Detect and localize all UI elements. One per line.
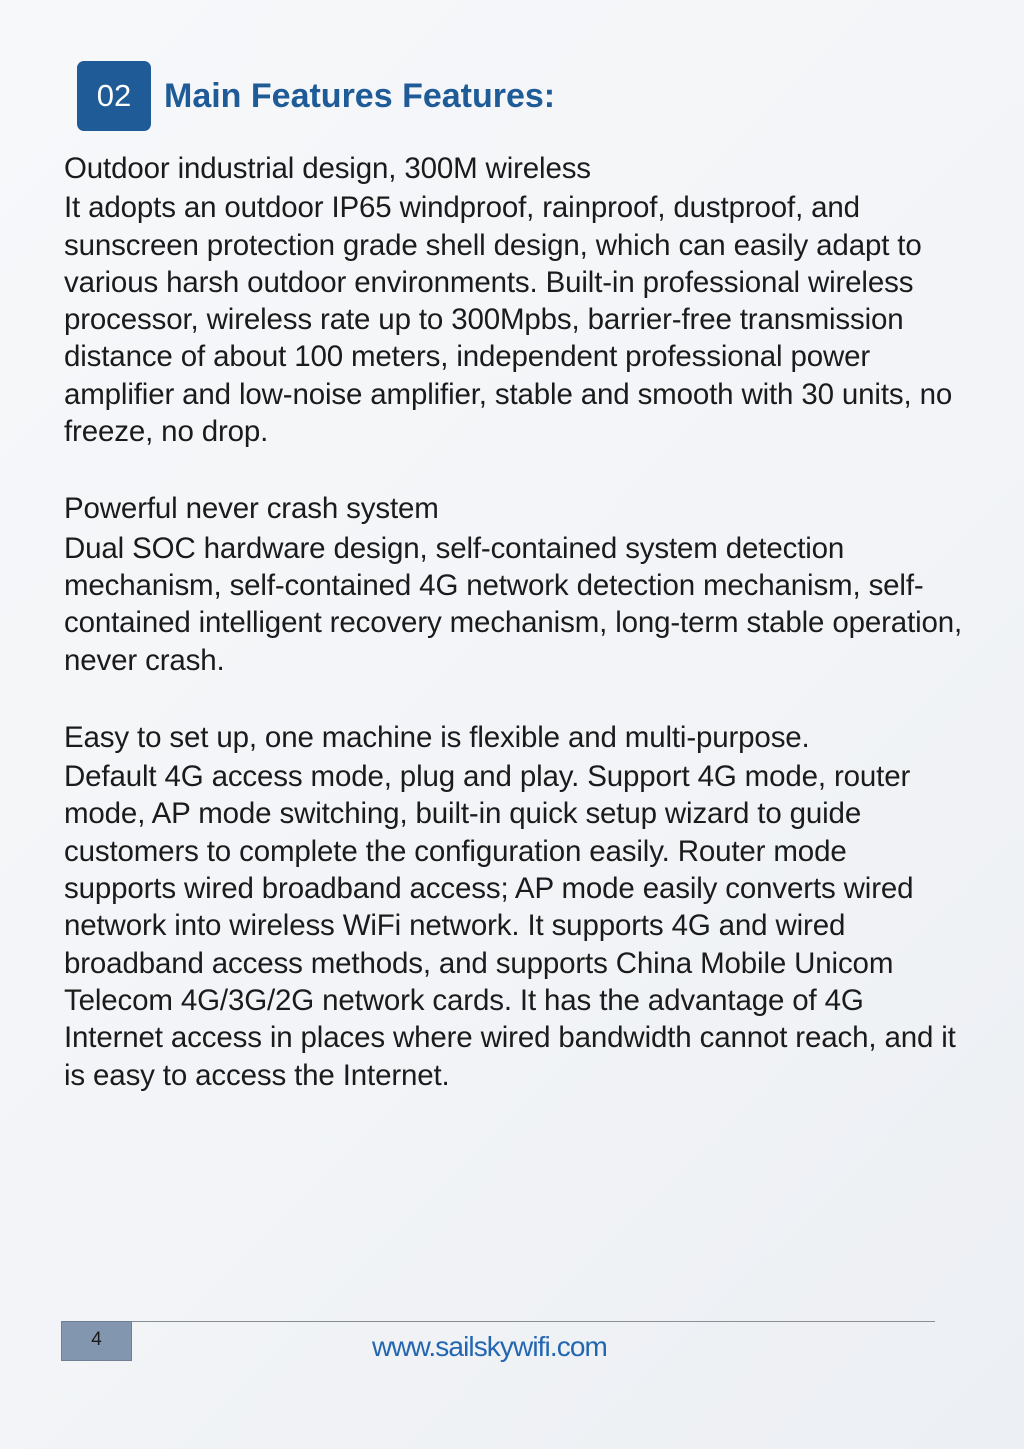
feature-heading: Easy to set up, one machine is flexible and multi-purpose. xyxy=(64,720,810,754)
section-title: Main Features Features: xyxy=(164,76,556,115)
section-number-badge: 02 xyxy=(77,61,151,131)
page-number-badge: 4 xyxy=(61,1321,132,1361)
features-content xyxy=(64,150,964,1134)
feature-heading: Powerful never crash system xyxy=(64,492,439,526)
section-header xyxy=(77,61,555,131)
feature-outdoor-design xyxy=(64,150,964,450)
feature-heading: Outdoor industrial design, 300M wireless xyxy=(64,152,591,185)
footer-divider xyxy=(62,1321,935,1322)
website-link[interactable]: www.sailskywifi.com xyxy=(372,1331,607,1362)
feature-easy-setup xyxy=(64,719,964,1094)
feature-body: Default 4G access mode, plug and play. Support 4G mode, router mode, AP mode switching, built-in quick setup wizard to guide customers to complete the configuration easily. Router mode supports wired broadband access; AP mode easily converts wired network into wireless WiFi network. It supports 4G and wired broadband access methods, and supports China Mobile Unicom Telecom 4G/3G/2G network cards. It has the advantage of 4G Internet access in places where wired bandwidth cannot reach, and it is easy to access the Internet. xyxy=(64,760,956,1092)
feature-body: It adopts an outdoor IP65 windproof, rainproof, dustproof, and sunscreen protection grade shell design, which can easily adapt to various harsh outdoor environments. Built-in professional wireless processor, wireless rate up to 300Mpbs, barrier-free transmission distance of about 100 meters, independent professional power amplifier and low-noise amplifier, stable and smooth with 30 units, no freeze, no drop. xyxy=(64,191,953,449)
feature-never-crash xyxy=(64,490,964,678)
feature-body: Dual SOC hardware design, self-contained system detection mechanism, self-contained 4G network detection mechanism, self-contained intelligent recovery mechanism, long-term stable operation, never crash. xyxy=(64,531,963,677)
